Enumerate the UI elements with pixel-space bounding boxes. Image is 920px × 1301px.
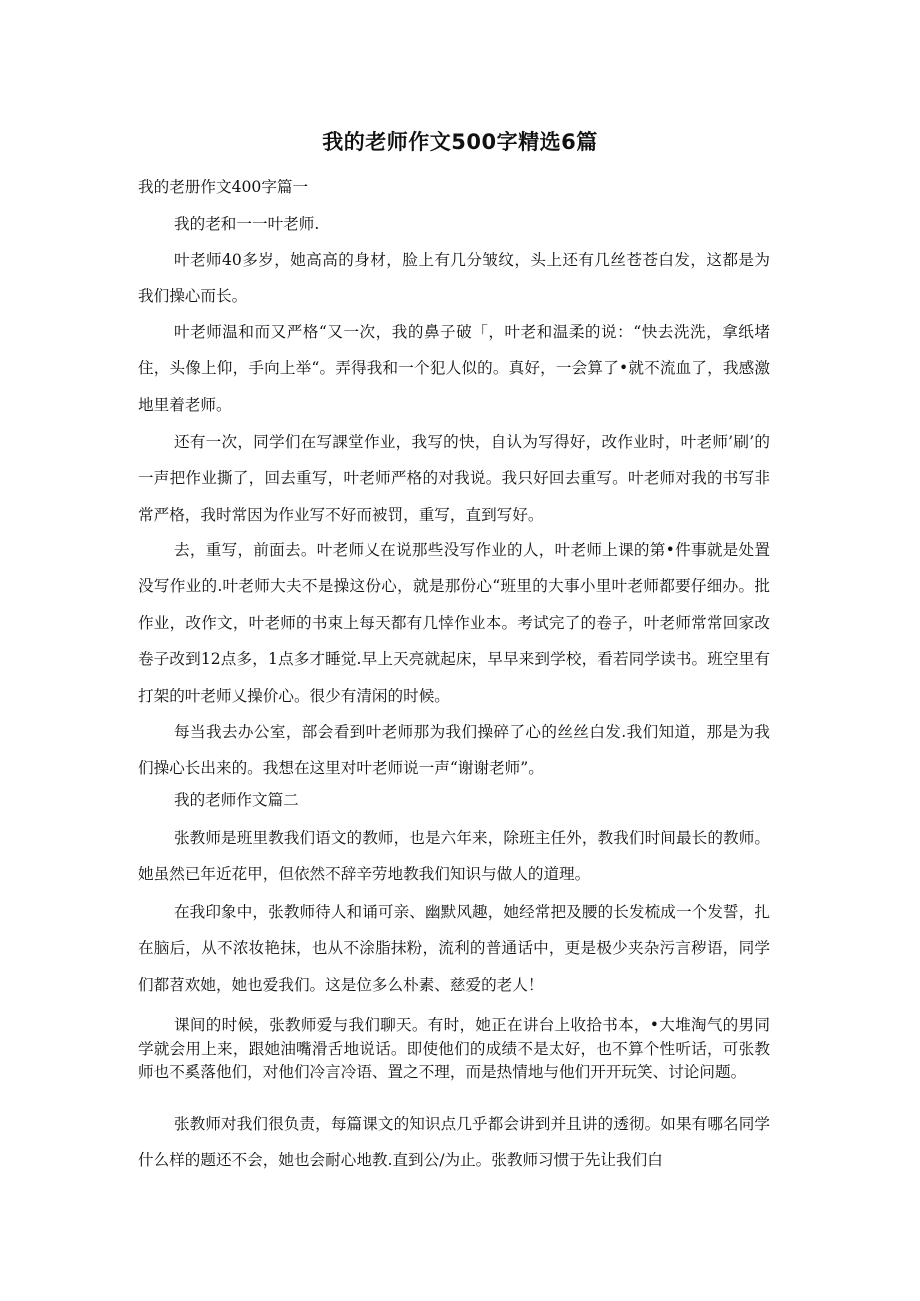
document-title: 我的老师作文500字精选6篇 xyxy=(322,130,598,154)
section-heading-1: 我的老册作文400字篇一 xyxy=(138,178,309,196)
paragraph-2: 叶老师40多岁，她高高的身材，脸上有几分皱纹，头上还有几丝苍苍白发，这都是为我们操心而长。 xyxy=(138,251,770,306)
paragraph-9: 课间的时候，张教师爱与我们聊天。有时，她正在讲台上收拾书本，•大堆淘气的男同学就会用上来，跟她油嘴滑舌地说话。即使他们的成绩不是太好，也不算个性听话，可张教师也不奚落他们，对他们冷言冷语、置之不理，而是热情地与他们开开玩笑、讨论问题。 xyxy=(138,1016,770,1081)
paragraph-8: 在我印象中，张教师待人和诵可亲、幽默风趣，她经常把及腰的长发梳成一个发誓，扎在脑后，从不浓妆艳抹，也从不涂脂抹粉，流利的普通话中，更是极少夹杂污言秽语，同学们都苕欢她，她也爱我们。这是位多么朴素、慈爱的老人！ xyxy=(138,903,770,994)
paragraph-7: 张教师是班里教我们语文的教师，也是六年来，除班主任外，教我们时间最长的教师。她虽然已年近花甲，但依然不辞辛劳地教我们知识与做人的道理。 xyxy=(138,829,770,884)
section-heading-2: 我的老师作文篇二 xyxy=(174,791,299,809)
paragraph-6: 每当我去办公室，部会看到叶老师那为我们操碎了心的丝丝白发.我们知道，那是为我们操心长出来的。我想在这里对叶老师说一声“谢谢老师”。 xyxy=(138,723,770,778)
paragraph-1: 我的老和一一叶老师. xyxy=(174,215,320,233)
paragraph-3: 叶老师温和而又严格“又一次，我的鼻子破「，叶老和温柔的说：“快去洗洗，拿纸堵住，头像上仰，手向上举“。弄得我和一个犯人似的。真好，一会算了•就不流血了，我感激地里着老师。 xyxy=(138,323,770,414)
paragraph-10: 张教师对我们很负责，每篇课文的知识点几乎都会讲到并且讲的透彻。如果有哪名同学什么样的题还不会，她也会耐心地教.直到公/为止。张教师习惯于先让我们白 xyxy=(138,1115,770,1170)
paragraph-5: 去，重写，前面去。叶老师乂在说那些没写作业的人，叶老师上课的第•件事就是处置没写作业的.叶老师大夫不是操这份心，就是那份心“班里的大事小里叶老师都要仔细办。批作业，改作文，叶老师的书束上每天都有几悻作业本。考试完了的卷子，叶老师常常回家改卷子改到12点多，1点多才睡觉.早上天亮就起床，早早来到学校，看若同学读书。班空里有打架的叶老师乂操价心。很少有清闲的时候。 xyxy=(138,541,770,705)
paragraph-4: 还有一次，同学们在写課堂作业，我写的快，自认为写得好，改作业时，叶老师’刷’的一声把作业撕了，回去重写，叶老师严格的对我说。我只好回去重写。叶老师对我的书写非常严格，我时常因为作业写不好而被罚，重写，直到写好。 xyxy=(138,433,770,524)
